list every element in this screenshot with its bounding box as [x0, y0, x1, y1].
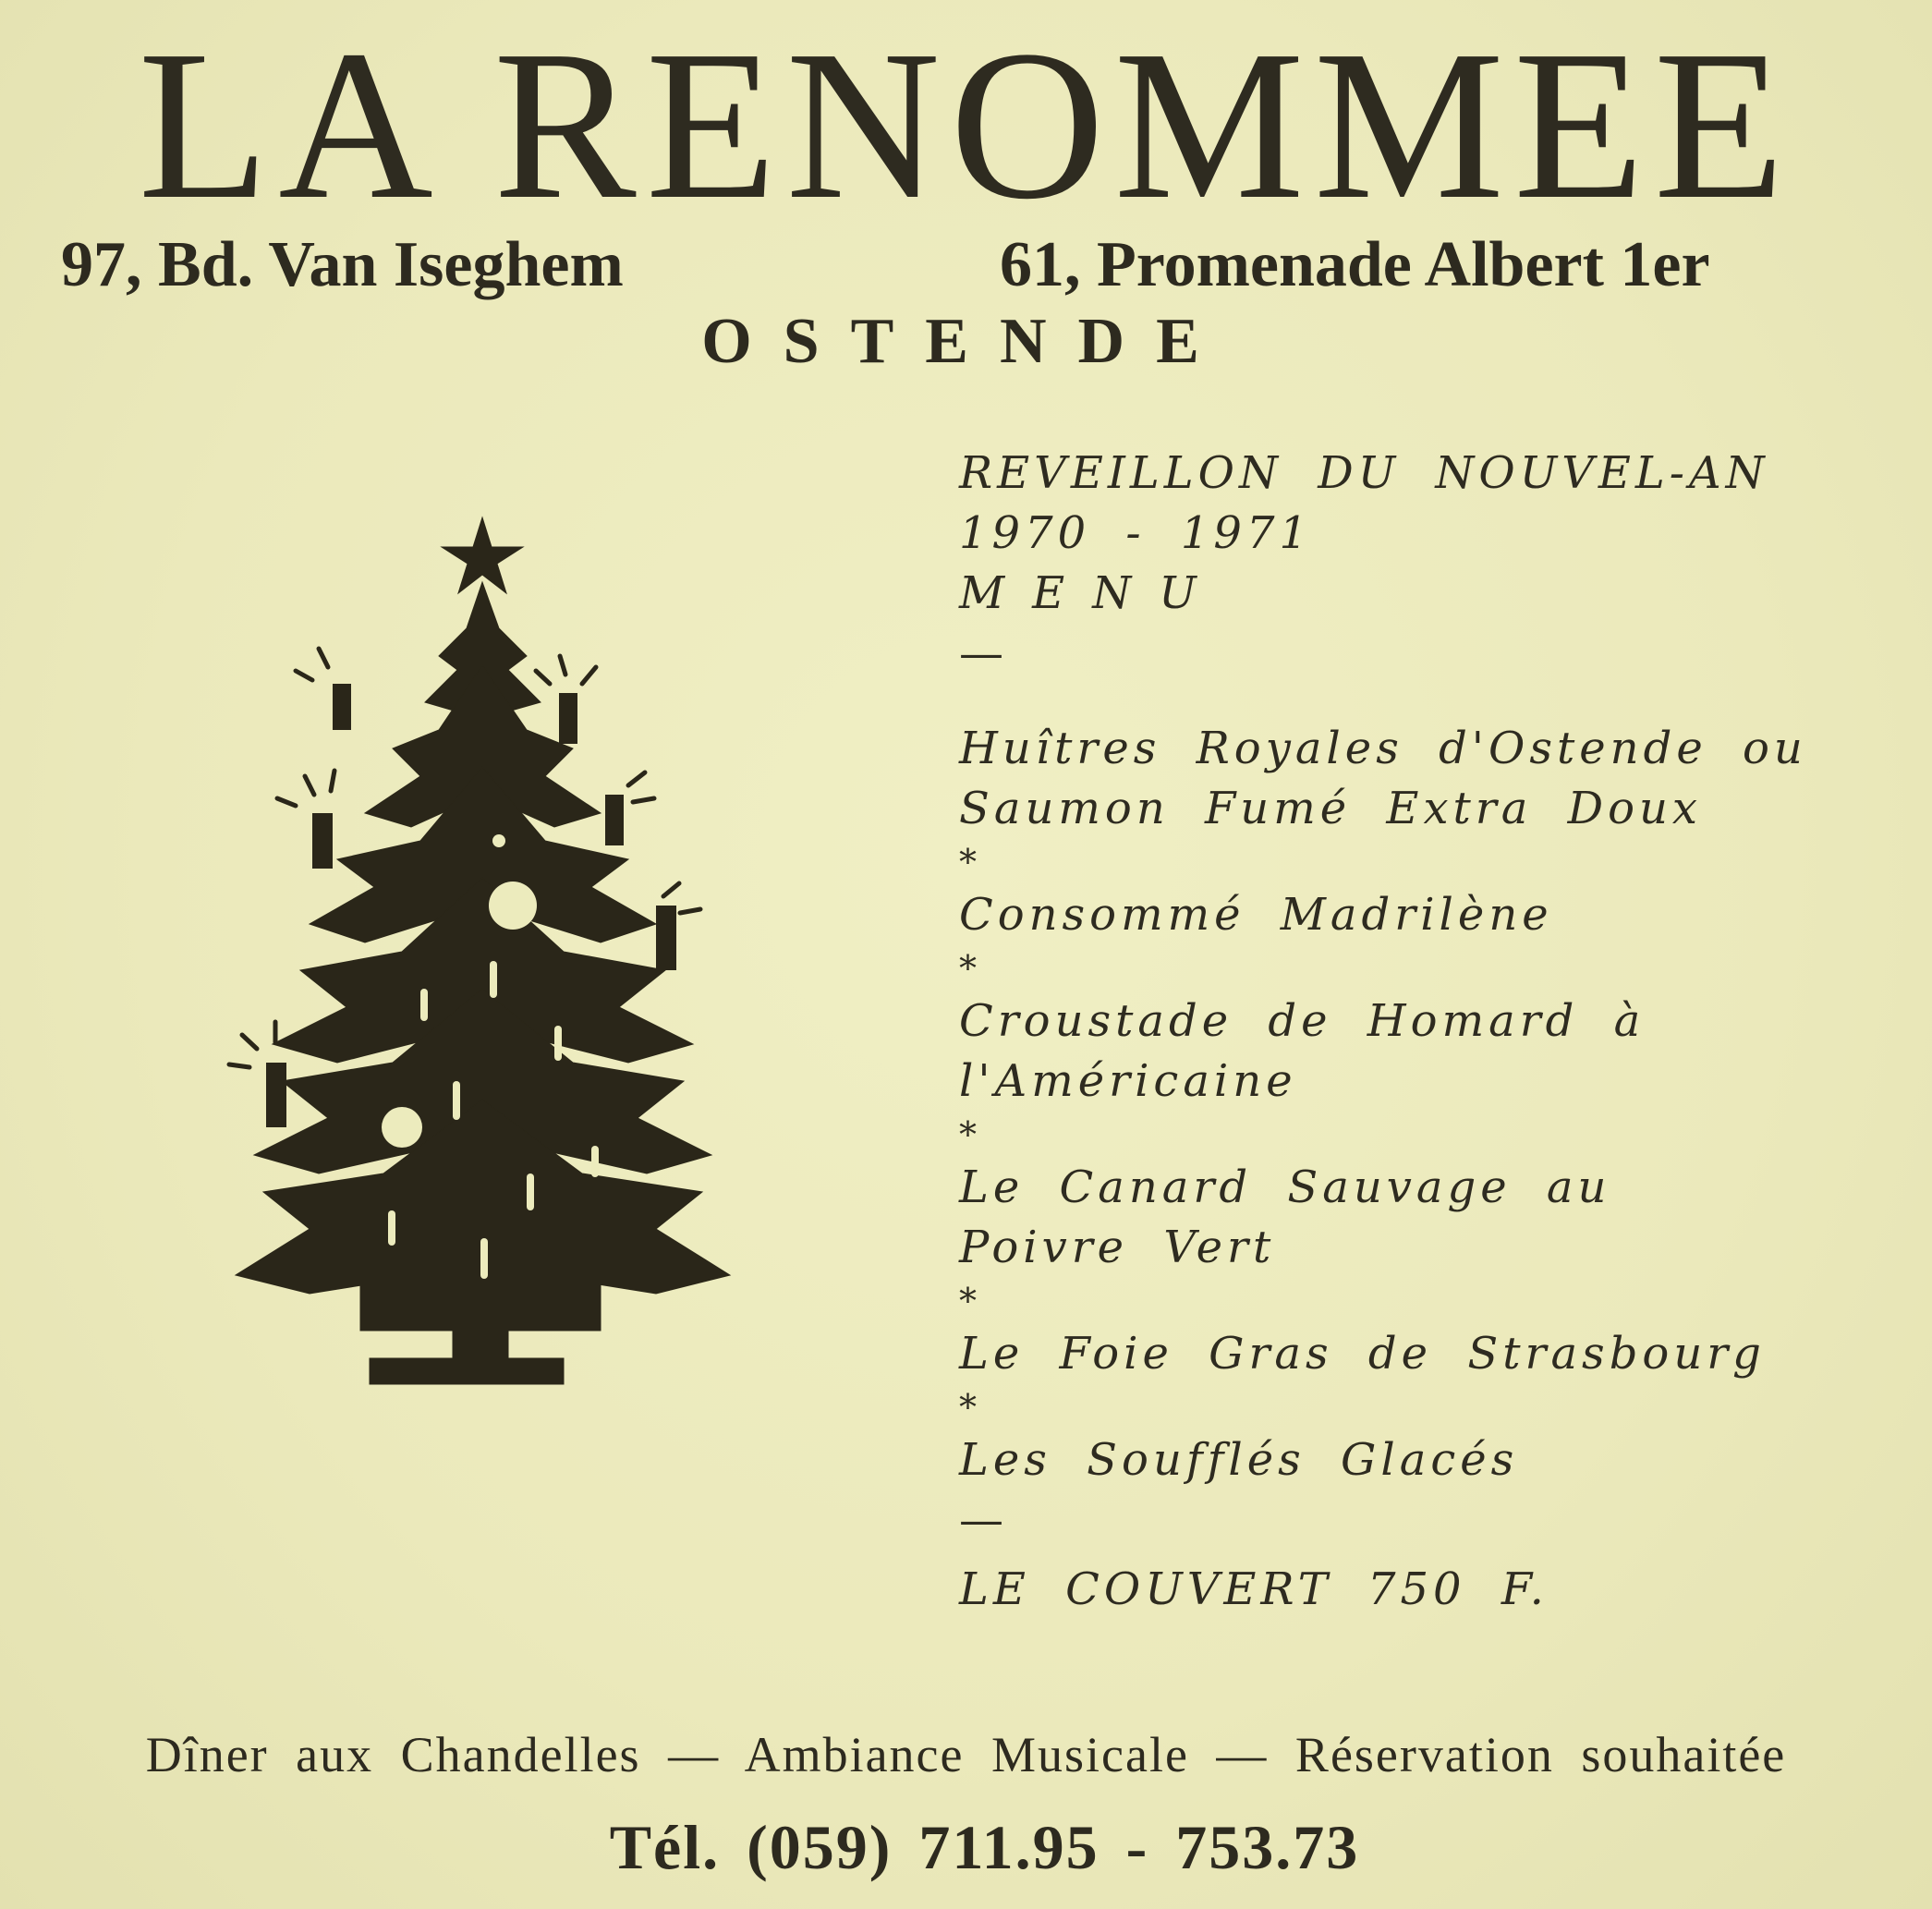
restaurant-name: LA RENOMMEE — [138, 6, 1794, 244]
menu-label: MENU — [959, 567, 1224, 619]
course-oysters: Huîtres Royales d'Ostende ou — [959, 723, 1807, 774]
course-separator: * — [959, 842, 981, 882]
phone-line: Tél. (059) 711.95 - 753.73 — [609, 1812, 1360, 1882]
candle-icon — [312, 813, 333, 869]
address-right: 61, Promenade Albert 1er — [1000, 229, 1710, 300]
menu-block — [959, 444, 1883, 1620]
course-separator: * — [959, 948, 981, 989]
course-salmon: Saumon Fumé Extra Doux — [959, 783, 1702, 834]
candle-icon — [605, 795, 624, 845]
city-name: OSTENDE — [701, 306, 1231, 377]
candle-icon — [559, 693, 577, 744]
menu-heading: REVEILLON DU NOUVEL-AN — [959, 447, 1769, 499]
course-duck-cont: Poivre Vert — [959, 1222, 1276, 1273]
christmas-tree-illustration — [222, 508, 739, 1414]
features-line: Dîner aux Chandelles — Ambiance Musicale — Réservation souhaitée — [145, 1727, 1787, 1782]
candle-icon — [266, 1063, 286, 1127]
menu-divider: — — [959, 627, 1003, 679]
course-souffles: Les Soufflés Glacés — [959, 1434, 1519, 1486]
menu-price: LE COUVERT 750 F. — [959, 1563, 1549, 1615]
candle-icon — [656, 906, 676, 970]
course-duck: Le Canard Sauvage au — [959, 1161, 1611, 1213]
course-consomme: Consommé Madrilène — [959, 889, 1553, 941]
menu-years: 1970 - 1971 — [959, 507, 1313, 559]
course-separator: * — [959, 1281, 981, 1321]
candle-icon — [333, 684, 351, 730]
menu-divider-bottom: — — [959, 1494, 1003, 1546]
course-separator: * — [959, 1387, 981, 1428]
course-separator: * — [959, 1114, 981, 1155]
course-lobster-cont: l'Américaine — [959, 1055, 1297, 1107]
course-lobster: Croustade de Homard à — [959, 995, 1646, 1047]
address-left: 97, Bd. Van Iseghem — [61, 229, 624, 300]
course-foie-gras: Le Foie Gras de Strasbourg — [959, 1328, 1766, 1380]
